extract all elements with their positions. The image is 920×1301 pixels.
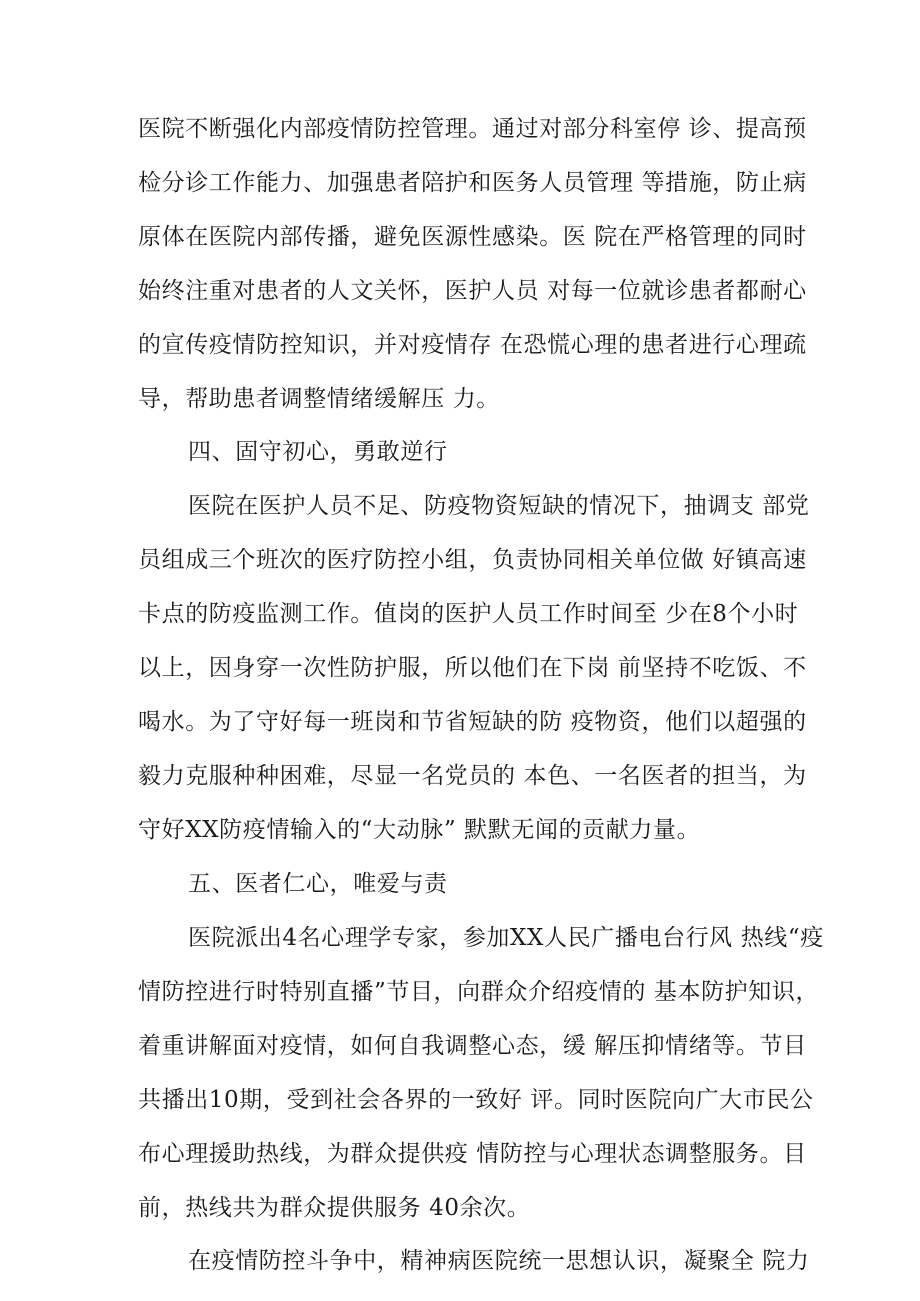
paragraph-line: 情防控进行时特别直播”节目，向群众介绍疫情的 基本防护知识， xyxy=(138,979,820,1005)
paragraph-line: 员组成三个班次的医疗防控小组，负责协同相关单位做 好镇高速 xyxy=(138,547,807,573)
paragraph-line: 以上，因身穿一次性防护服，所以他们在下岗 前坚持不吃饭、不 xyxy=(138,655,807,681)
paragraph-line: 前，热线共为群众提供服务 40余次。 xyxy=(138,1195,531,1221)
paragraph-line: 导，帮助患者调整情绪缓解压 力。 xyxy=(138,386,500,412)
paragraph-line: 始终注重对患者的人文关怀，医护人员 对每一位就诊患者都耐心 xyxy=(138,278,807,304)
paragraph-line: 毅力克服种种困难，尽显一名党员的 本色、一名医者的担当，为 xyxy=(138,763,807,789)
paragraph-line: 守好XX防疫情输入的“大动脉” 默默无闻的贡献力量。 xyxy=(138,817,701,843)
paragraph-line: 着重讲解面对疫情，如何自我调整心态，缓 解压抑情绪等。节目 xyxy=(138,1033,807,1059)
paragraph-line: 在疫情防控斗争中，精神病医院统一思想认识，凝聚全 院力 xyxy=(188,1248,810,1274)
paragraph-line: 医院不断强化内部疫情防控管理。通过对部分科室停 诊、提高预 xyxy=(138,116,807,142)
paragraph-line: 医院在医护人员不足、防疫物资短缺的情况下，抽调支 部党 xyxy=(188,493,810,519)
paragraph-line: 布心理援助热线，为群众提供疫 情防控与心理状态调整服务。目 xyxy=(138,1141,807,1167)
paragraph-line: 喝水。为了守好每一班岗和节省短缺的防 疫物资，他们以超强的 xyxy=(138,709,807,735)
paragraph-line: 卡点的防疫监测工作。值岗的医护人员工作时间至 少在8个小时 xyxy=(138,601,799,627)
paragraph-line: 检分诊工作能力、加强患者陪护和医务人员管理 等措施，防止病 xyxy=(138,170,807,196)
paragraph-line: 原体在医院内部传播，避免医源性感染。医 院在严格管理的同时 xyxy=(138,224,807,250)
paragraph-line: 的宣传疫情防控知识，并对疫情存 在恐慌心理的患者进行心理疏 xyxy=(138,332,807,358)
paragraph-line: 共播出10期，受到社会各界的一致好 评。同时医院向广大市民公 xyxy=(138,1087,814,1113)
section-heading: 五、医者仁心，唯爱与责 xyxy=(188,871,448,897)
paragraph-line: 医院派出4名心理学专家，参加XX人民广播电台行风 热线“疫 xyxy=(188,925,824,951)
section-heading: 四、固守初心，勇敢逆行 xyxy=(188,439,448,465)
